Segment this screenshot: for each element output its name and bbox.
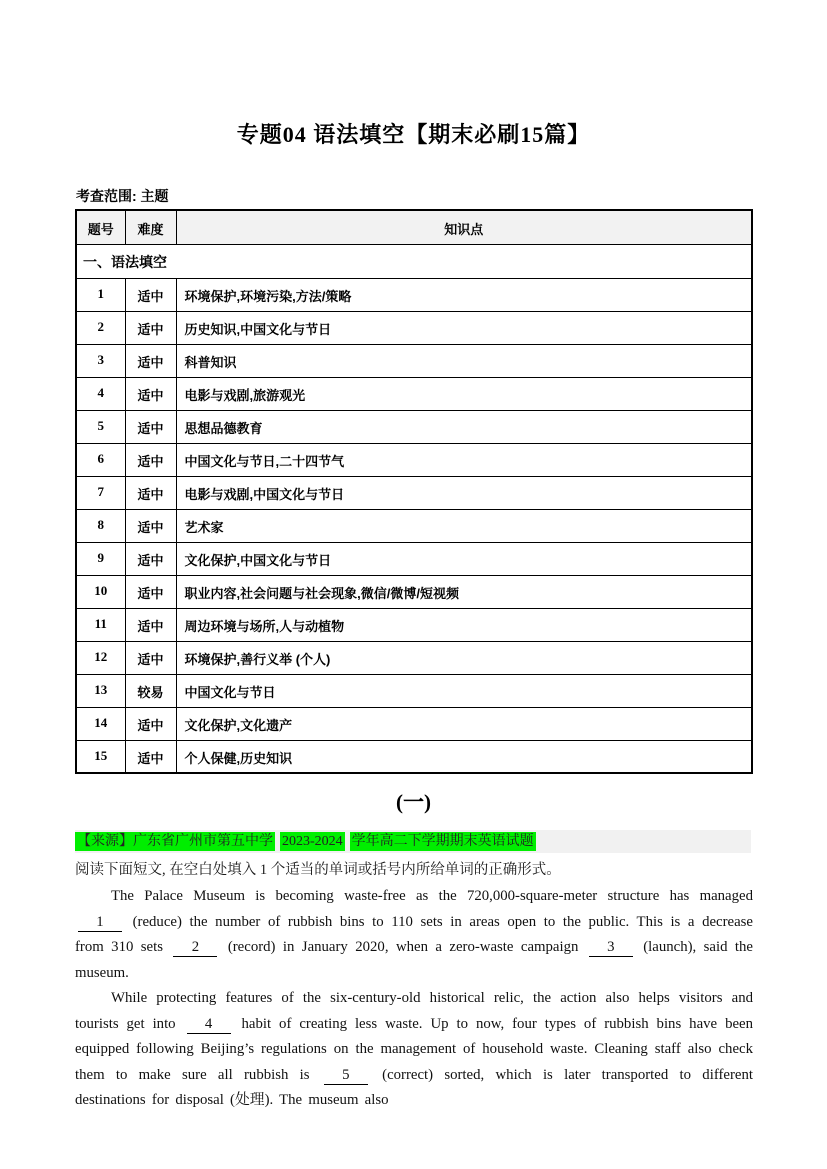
knowledge-points-value: 科普知识 bbox=[176, 344, 752, 377]
difficulty-value: 适中 bbox=[125, 377, 176, 410]
instruction-text: 阅读下面短文, 在空白处填入 1 个适当的单词或括号内所给单词的正确形式。 bbox=[75, 862, 561, 878]
question-number: 12 bbox=[76, 641, 125, 674]
difficulty-value: 适中 bbox=[125, 476, 176, 509]
difficulty-value: 适中 bbox=[125, 509, 176, 542]
table-row bbox=[76, 443, 752, 476]
fill-in-blank: 5 bbox=[324, 1067, 368, 1085]
difficulty-value: 适中 bbox=[125, 707, 176, 740]
question-number: 7 bbox=[76, 476, 125, 509]
table-row bbox=[76, 509, 752, 542]
knowledge-points-value: 环境保护,善行义举 (个人) bbox=[176, 641, 752, 674]
column-header-knowledge-points: 知识点 bbox=[176, 210, 752, 244]
knowledge-points-value: 职业内容,社会问题与社会现象,微信/微博/短视频 bbox=[176, 575, 752, 608]
question-number: 8 bbox=[76, 509, 125, 542]
passage bbox=[75, 884, 753, 1114]
knowledge-points-value: 艺术家 bbox=[176, 509, 752, 542]
knowledge-points-value: 中国文化与节日,二十四节气 bbox=[176, 443, 752, 476]
part-one-heading: (一) bbox=[396, 790, 431, 814]
difficulty-value: 适中 bbox=[125, 740, 176, 773]
table-row bbox=[76, 476, 752, 509]
source-highlight-segment: 【来源】广东省广州市第五中学 bbox=[77, 834, 273, 849]
question-number: 2 bbox=[76, 311, 125, 344]
difficulty-value: 适中 bbox=[125, 443, 176, 476]
column-header-question-number: 题号 bbox=[76, 210, 125, 244]
table-row bbox=[76, 311, 752, 344]
knowledge-points-value: 思想品德教育 bbox=[176, 410, 752, 443]
knowledge-points-value: 周边环境与场所,人与动植物 bbox=[176, 608, 752, 641]
knowledge-points-value: 电影与戏剧,旅游观光 bbox=[176, 377, 752, 410]
question-number: 5 bbox=[76, 410, 125, 443]
page-title: 专题04 语法填空【期末必刷15篇】 bbox=[236, 122, 591, 147]
difficulty-value: 适中 bbox=[125, 410, 176, 443]
table-section-row bbox=[76, 244, 752, 278]
fill-in-blank: 3 bbox=[589, 939, 633, 957]
table-row bbox=[76, 575, 752, 608]
table-row bbox=[76, 410, 752, 443]
table-row bbox=[76, 377, 752, 410]
question-number: 14 bbox=[76, 707, 125, 740]
difficulty-value: 较易 bbox=[125, 674, 176, 707]
question-number: 13 bbox=[76, 674, 125, 707]
difficulty-value: 适中 bbox=[125, 575, 176, 608]
question-number: 9 bbox=[76, 542, 125, 575]
difficulty-value: 适中 bbox=[125, 311, 176, 344]
source-highlight-segment: 2023-2024 bbox=[282, 834, 343, 849]
difficulty-value: 适中 bbox=[125, 278, 176, 311]
knowledge-points-value: 文化保护,中国文化与节日 bbox=[176, 542, 752, 575]
table-row bbox=[76, 542, 752, 575]
knowledge-points-value: 个人保健,历史知识 bbox=[176, 740, 752, 773]
table-row bbox=[76, 707, 752, 740]
fill-in-blank: 1 bbox=[78, 914, 122, 932]
table-row bbox=[76, 740, 752, 773]
difficulty-value: 适中 bbox=[125, 608, 176, 641]
table-header-row bbox=[76, 210, 752, 244]
knowledge-points-value: 电影与戏剧,中国文化与节日 bbox=[176, 476, 752, 509]
question-number: 15 bbox=[76, 740, 125, 773]
passage-paragraph: The Palace Museum is becoming waste-free as the 720,000-square-meter structure has managed 1 (reduce) the number of rubbish bins to 110 sets in areas open to the public. This is a decrease from 310 sets 2 (record) in January 2020, when a zero-waste campaign 3 (launch), said the museum. bbox=[75, 888, 753, 981]
question-number: 3 bbox=[76, 344, 125, 377]
question-number: 10 bbox=[76, 575, 125, 608]
knowledge-points-value: 中国文化与节日 bbox=[176, 674, 752, 707]
knowledge-points-value: 历史知识,中国文化与节日 bbox=[176, 311, 752, 344]
scope-label: 考查范围: 主题 bbox=[76, 188, 169, 204]
source-line bbox=[75, 830, 751, 853]
knowledge-points-table bbox=[75, 209, 753, 774]
difficulty-value: 适中 bbox=[125, 641, 176, 674]
knowledge-points-value: 文化保护,文化遗产 bbox=[176, 707, 752, 740]
table-row bbox=[76, 278, 752, 311]
table-section-title: 一、语法填空 bbox=[76, 244, 752, 278]
knowledge-points-value: 环境保护,环境污染,方法/策略 bbox=[176, 278, 752, 311]
passage-paragraph: While protecting features of the six-century-old historical relic, the action also helps visitors and tourists get into 4 habit of creating less waste. Up to now, four types of rubbish bins have been equipped following Beijing’s regulations on the management of household waste. Cleaning staff also check them to make sure all rubbish is 5 (correct) sorted, which is later transported to different destinations for disposal (处理). The museum also bbox=[75, 990, 753, 1108]
table-row bbox=[76, 344, 752, 377]
question-number: 1 bbox=[76, 278, 125, 311]
column-header-difficulty: 难度 bbox=[125, 210, 176, 244]
table-row bbox=[76, 608, 752, 641]
question-number: 6 bbox=[76, 443, 125, 476]
source-highlight-segment: 学年高二下学期期末英语试题 bbox=[351, 834, 534, 849]
question-number: 4 bbox=[76, 377, 125, 410]
difficulty-value: 适中 bbox=[125, 344, 176, 377]
table-row bbox=[76, 641, 752, 674]
question-number: 11 bbox=[76, 608, 125, 641]
fill-in-blank: 4 bbox=[187, 1016, 231, 1034]
fill-in-blank: 2 bbox=[173, 939, 217, 957]
table-row bbox=[76, 674, 752, 707]
difficulty-value: 适中 bbox=[125, 542, 176, 575]
